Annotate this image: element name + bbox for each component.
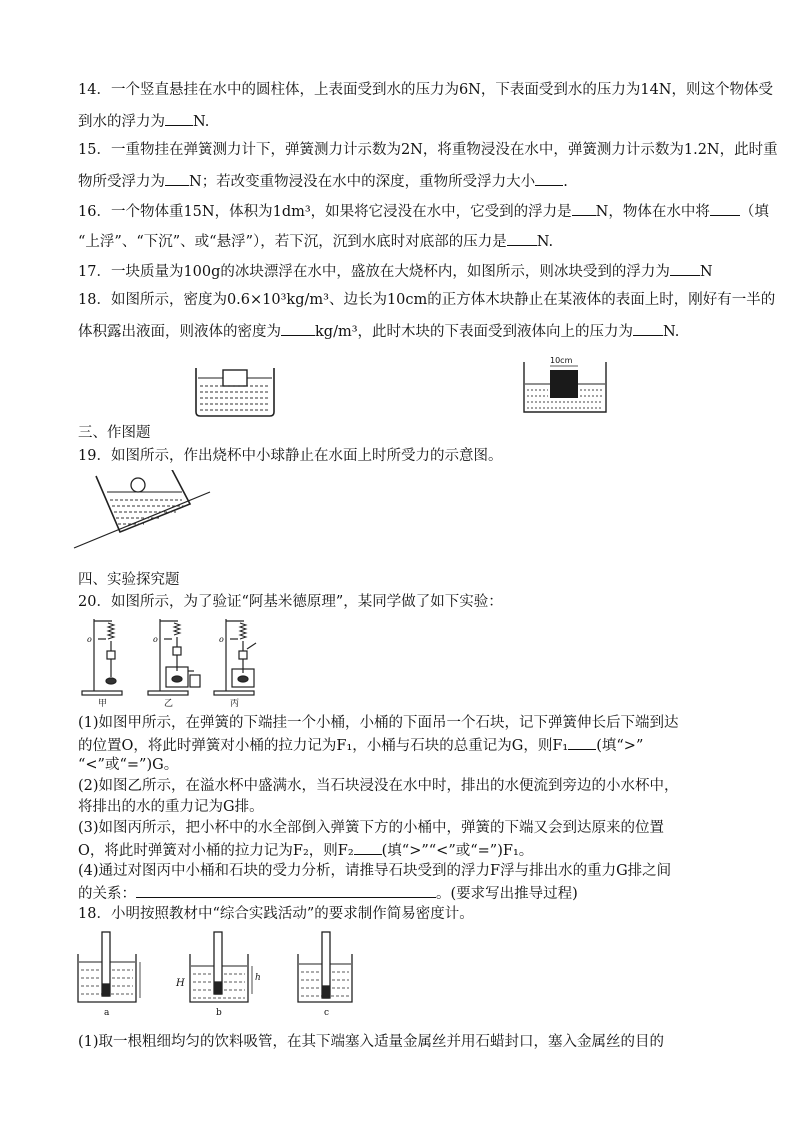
q15-line1: 15．一重物挂在弹簧测力计下，弹簧测力计示数为2N，将重物浸没在水中，弹簧测力计示数为1.2N，此时重 <box>78 142 778 158</box>
q20-intro: 20．如图所示，为了验证“阿基米德原理”，某同学做了如下实验： <box>78 594 503 610</box>
q18a-answer-blank-2[interactable] <box>633 320 663 336</box>
q14-line1: 14．一个竖直悬挂在水中的圆柱体，上表面受到水的压力为6N，下表面受到水的压力为14N，则这个物体受 <box>78 82 773 98</box>
q20-p2-line1: (2)如图乙所示，在溢水杯中盛满水，当石块浸没在水中时，排出的水便流到旁边的小水杯中， <box>78 778 679 794</box>
q16-answer-blank-3[interactable] <box>507 230 537 246</box>
mark-o-yi: o <box>153 635 158 644</box>
q19-text: 19．如图所示，作出烧杯中小球静止在水面上时所受力的示意图。 <box>78 448 503 464</box>
q18b-intro: 18．小明按照教材中“综合实践活动”的要求制作简易密度计。 <box>78 906 474 922</box>
q20-p2-line2: 将排出的水的重力记为G排。 <box>78 799 264 815</box>
q15-answer-blank-2[interactable] <box>535 170 563 186</box>
section-3-heading: 三、作图题 <box>78 425 151 441</box>
q20-p1-blank[interactable] <box>568 734 596 750</box>
q17-line1: 17．一块质量为100g的冰块漂浮在水中，盛放在大烧杯内，如图所示，则冰块受到的浮力为 N <box>78 260 713 282</box>
q20-p3-line2: O，将此时弹簧对小桶的拉力记为F₂，则F₂ (填“>”“<”或“=”)F₁。 <box>78 839 533 861</box>
q14-line2: 到水的浮力为 N. <box>78 110 209 132</box>
archimedes-setup-figure <box>78 615 268 707</box>
caption-bing: 丙 <box>230 699 240 707</box>
caption-b: b <box>216 1008 222 1018</box>
q18a-line1: 18．如图所示，密度为0.6×10³kg/m³、边长为10cm的正方体木块静止在某液体的表面上时，刚好有一半的 <box>78 292 776 308</box>
setup-yi <box>148 619 200 695</box>
q20-p3-line1: (3)如图丙所示，把小杯中的水全部倒入弹簧下方的小桶中，弹簧的下端又会到达原来的位置 <box>78 820 665 836</box>
caption-jia: 甲 <box>98 699 108 707</box>
q15-line2: 物所受浮力为 N；若改变重物浸没在水中的深度，重物所受浮力大小 . <box>78 170 568 192</box>
label-H: H <box>176 978 185 989</box>
caption-c: c <box>324 1008 330 1018</box>
q16-answer-blank-1[interactable] <box>572 200 596 216</box>
ice-beaker-figure <box>190 364 280 420</box>
wood-block-figure <box>520 354 610 416</box>
edge-length-label: 10cm <box>550 356 573 365</box>
beaker-c <box>298 932 352 1002</box>
caption-yi: 乙 <box>164 699 174 707</box>
q20-p4-line2: 的关系： 。(要求写出推导过程) <box>78 882 578 904</box>
q16-line1: 16．一个物体重15N，体积为1dm³，如果将它浸没在水中，它受到的浮力是 N，物体在水中将 （填 <box>78 200 769 222</box>
q16-answer-blank-2[interactable] <box>710 200 740 216</box>
density-meter-figure <box>74 928 354 1020</box>
q14-answer-blank[interactable] <box>165 110 193 126</box>
tilted-beaker-figure <box>72 470 222 552</box>
beaker-a <box>78 932 140 1002</box>
setup-jia <box>82 619 122 695</box>
q20-p3-blank[interactable] <box>354 839 382 855</box>
label-h: h <box>255 973 261 983</box>
q20-p4-line1: (4)通过对图丙中小桶和石块的受力分析，请推导石块受到的浮力F浮与排出水的重力G排之间 <box>78 863 672 879</box>
q20-p4-blank[interactable] <box>136 882 436 898</box>
mark-o-jia: o <box>87 635 92 644</box>
section-4-heading: 四、实验探究题 <box>78 572 180 588</box>
q18a-answer-blank-1[interactable] <box>281 320 315 336</box>
q17-answer-blank[interactable] <box>670 260 700 276</box>
q15-answer-blank-1[interactable] <box>165 170 189 186</box>
q20-p1-line3: “<”或“=”)G。 <box>78 757 179 773</box>
q16-line2: “上浮”、“下沉”、或“悬浮”），若下沉，沉到水底时对底部的压力是 N. <box>78 230 553 252</box>
q20-p1-line2: 的位置O，将此时弹簧对小桶的拉力记为F₁，小桶与石块的总重记为G，则F₁ (填“>” <box>78 734 643 756</box>
setup-bing <box>214 619 256 695</box>
q18b-p1: (1)取一根粗细均匀的饮料吸管，在其下端塞入适量金属丝并用石蜡封口，塞入金属丝的目的 <box>78 1034 665 1050</box>
beaker-b <box>190 932 252 1002</box>
q18a-line2: 体积露出液面，则液体的密度为 kg/m³，此时木块的下表面受到液体向上的压力为 N. <box>78 320 679 342</box>
q20-p1-line1: (1)如图甲所示，在弹簧的下端挂一个小桶，小桶的下面吊一个石块，记下弹簧伸长后下端到达 <box>78 715 679 731</box>
mark-o-bing: o <box>219 635 224 644</box>
caption-a: a <box>104 1008 110 1018</box>
